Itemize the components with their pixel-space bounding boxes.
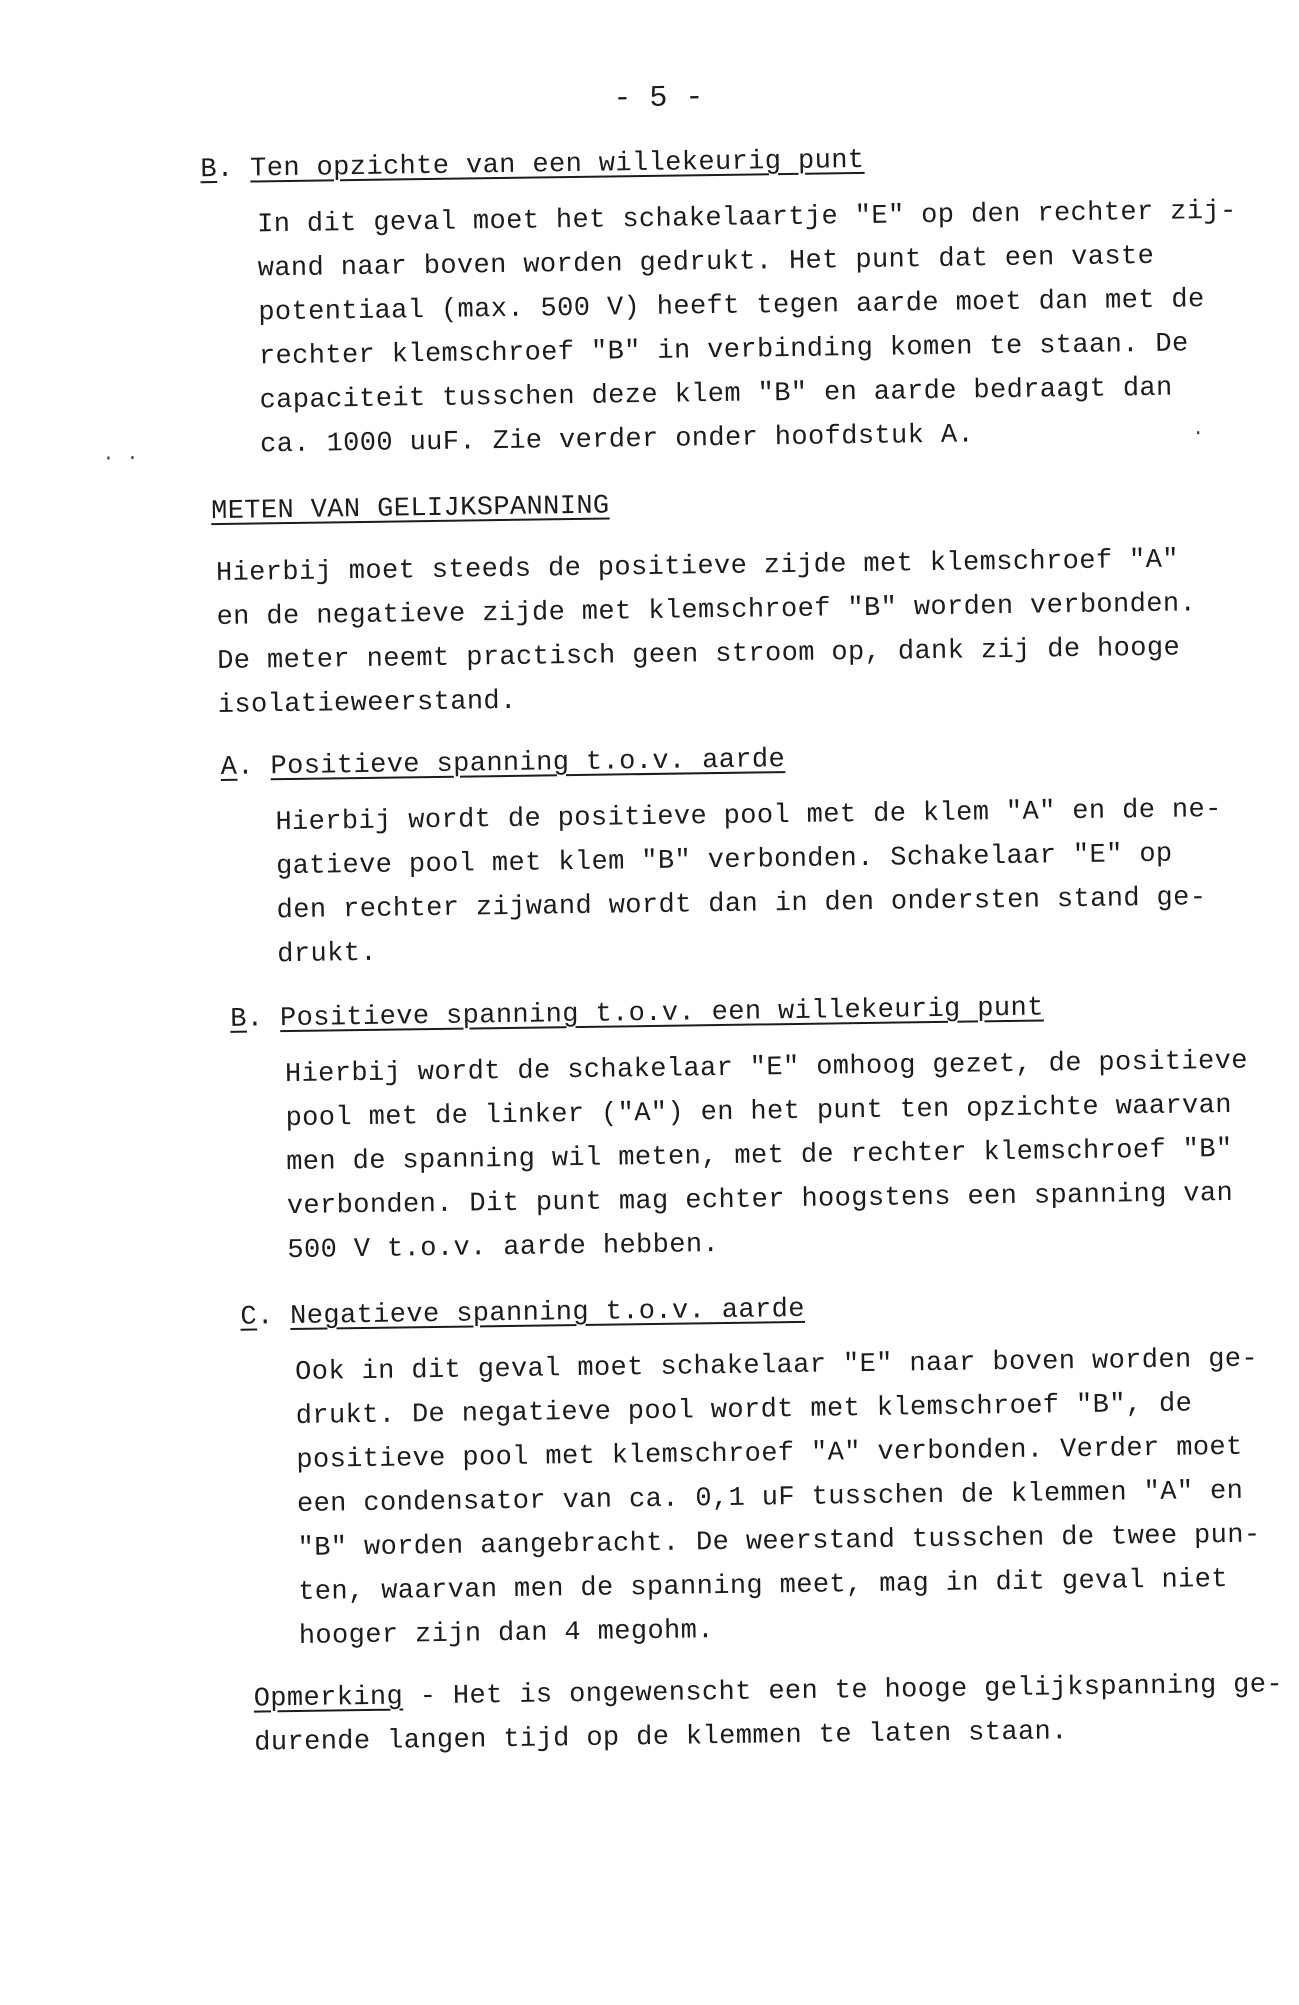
section-b-line-3: potentiaal (max. 500 V) heeft tegen aarde moet dan met de [258,285,1205,329]
remark-label: Opmerking [253,1682,404,1715]
sub-c-line-5: "B" worden aangebracht. De weerstand tusschen de twee pun- [297,1520,1261,1564]
sub-a-line-1: Hierbij wordt de positieve pool met de klem "A" en de ne- [275,794,1222,839]
sub-c-line-2: drukt. De negatieve pool wordt met klemschroef "B", de [295,1389,1193,1432]
remark-text-1: - Het is ongewenscht een te hooge gelijkspanning ge- [402,1670,1284,1713]
sub-b-line-3: men de spanning wil meten, met de rechter klemschroef "B" [286,1134,1233,1179]
scan-mark: · · [102,447,139,471]
section-b-title: Ten opzichte van een willekeurig punt [249,145,865,185]
section-b-letter: B [200,154,218,186]
sub-a-title: Positieve spanning t.o.v. aarde [270,745,786,783]
dc-intro-line-1: Hierbij moet steeds de positieve zijde met klemschroef "A" [215,545,1180,590]
page-number: - 5 - [613,81,704,117]
sub-a-heading: A. Positieve spanning t.o.v. aarde [220,745,786,783]
section-b-line-2: wand naar boven worden gedrukt. Het punt dat een vaste [257,241,1155,285]
sub-b-line-5: 500 V t.o.v. aarde hebben. [287,1230,720,1267]
section-b-line-5: capaciteit tusschen deze klem "B" en aarde bedraagt dan [259,373,1173,417]
sub-a-line-2: gatieve pool met klem "B" verbonden. Schakelaar "E" op [275,839,1173,883]
sub-a-line-4: drukt. [277,938,378,971]
sub-c-letter: C [240,1302,258,1333]
scan-mark: · [1191,422,1205,446]
sub-c-line-6: ten, waarvan men de spanning meet, mag in dit geval niet [298,1564,1229,1608]
dc-intro-line-4: isolatieweerstand. [217,686,517,722]
remark-line-2: durende langen tijd op de klemmen te laten staan. [254,1717,1069,1759]
section-b-line-4: rechter klemschroef "B" in verbinding komen te staan. De [258,329,1189,373]
dc-heading: METEN VAN GELIJKSPANNING [210,491,610,528]
sub-c-line-1: Ook in dit geval moet schakelaar "E" naar boven worden ge- [294,1344,1259,1388]
sub-b-line-2: pool met de linker ("A") en het punt ten opzichte waarvan [285,1090,1233,1135]
sub-b-line-1: Hierbij wordt de schakelaar "E" omhoog gezet, de positieve [284,1046,1249,1091]
sub-c-line-7: hooger zijn dan 4 megohm. [298,1616,715,1652]
section-b-line-1: In dit geval moet het schakelaartje "E" op den rechter zij- [256,196,1237,241]
dc-intro-line-2: en de negatieve zijde met klemschroef "B" worden verbonden. [216,589,1197,634]
sub-c-heading: C. Negatieve spanning t.o.v. aarde [240,1294,806,1333]
sub-b-title: Positieve spanning t.o.v. een willekeurig punt [279,993,1044,1035]
sub-b-heading: B. Positieve spanning t.o.v. een willekeurig punt [230,993,1044,1035]
sub-c-title: Negatieve spanning t.o.v. aarde [290,1294,806,1333]
sub-a-line-3: den rechter zijwand wordt dan in den ondersten stand ge- [276,883,1207,927]
dc-intro-line-3: De meter neemt practisch geen stroom op, dank zij de hooge [217,633,1181,678]
sub-a-letter: A [220,752,238,783]
sub-b-line-4: verbonden. Dit punt mag echter hoogstens een spanning van [286,1178,1234,1223]
section-b-heading: B. Ten opzichte van een willekeurig punt [200,145,865,186]
sub-c-line-3: positieve pool met klemschroef "A" verbonden. Verder moet [296,1432,1243,1476]
remark-line-1 [254,1669,1284,1715]
sub-c-line-4: een condensator van ca. 0,1 uF tusschen de klemmen "A" en [296,1476,1244,1520]
section-b-line-6: ca. 1000 uuF. Zie verder onder hoofdstuk A. [260,420,975,461]
sub-b-letter: B [230,1004,248,1035]
